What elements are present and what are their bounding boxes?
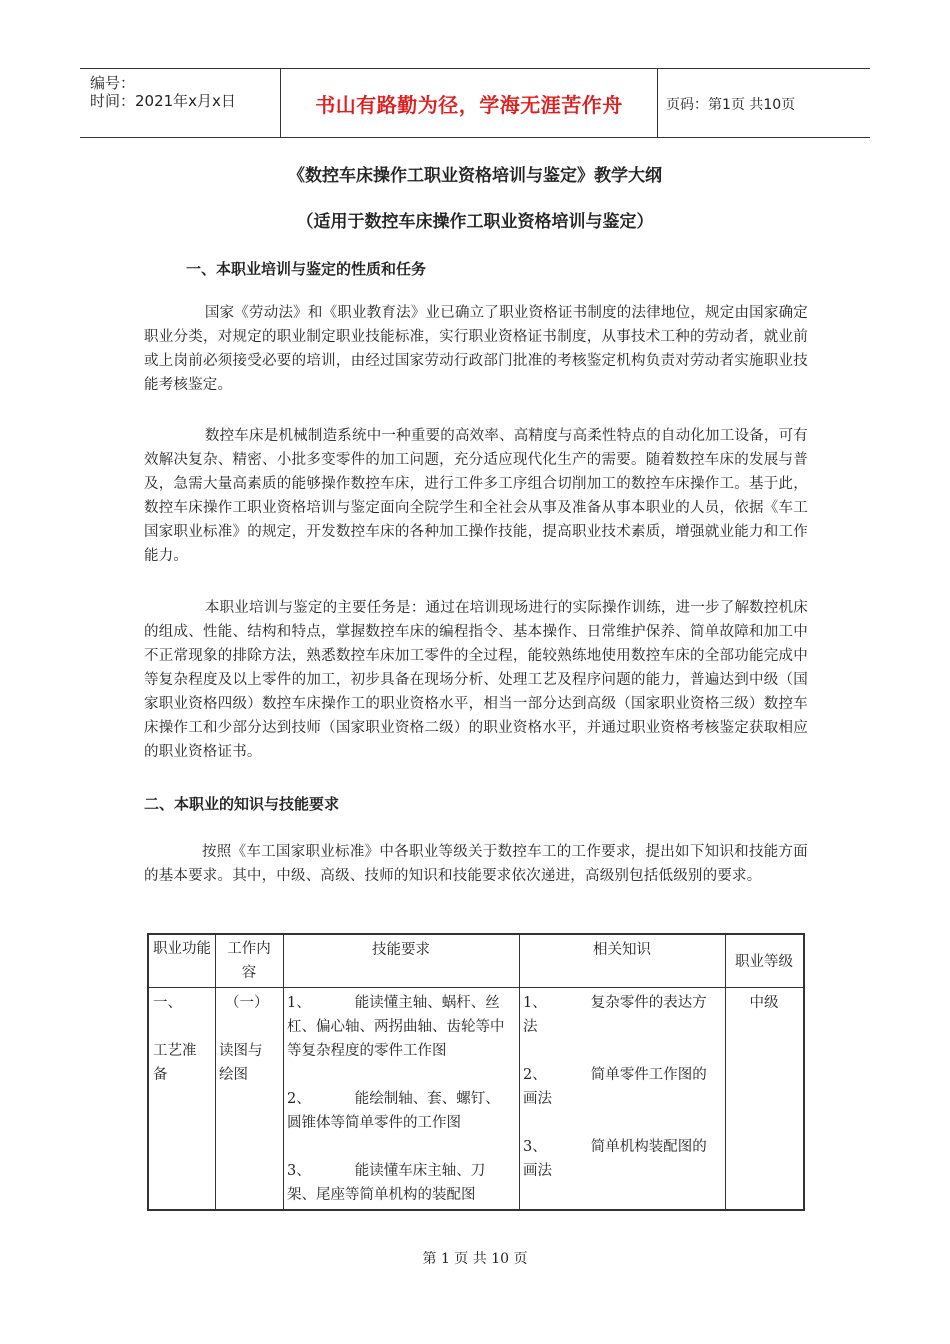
section1-paragraph-1: 国家《劳动法》和《职业教育法》业已确立了职业资格证书制度的法律地位，规定由国家确定职业分类，对规定的职业制定职业技能标准，实行职业资格证书制度，从事技术工种的劳动者，就业前或上岗前必须接受必要的培训，由经过国家劳动行政部门批准的考核鉴定机构负责对劳动者实施职业技能考核鉴定。 — [144, 305, 808, 393]
skill-item-number: 3、 — [287, 1163, 311, 1179]
skill-item — [287, 991, 513, 1063]
table-divider — [215, 935, 216, 1209]
section-heading-1: 一、本职业培训与鉴定的性质和任务 — [186, 260, 427, 278]
page-footer: 第 1 页 共 10 页 — [422, 1251, 528, 1267]
skills-table — [148, 934, 804, 1210]
content-number: （一） — [225, 995, 269, 1011]
table-divider — [149, 987, 803, 988]
table-header-function: 职业功能 — [153, 941, 211, 957]
table-header-content: 工作内容 — [227, 941, 271, 981]
knowledge-item — [523, 991, 721, 1039]
knowledge-item-text: 简单机构装配图的画法 — [523, 1139, 707, 1179]
header-page-cell — [658, 69, 870, 137]
knowledge-item-text: 简单零件工作图的画法 — [523, 1067, 707, 1107]
document-title: 《数控车床操作工职业资格培训与鉴定》教学大纲 — [288, 166, 662, 186]
document-number-label: 编号： — [90, 74, 136, 92]
header-motto: 书山有路勤为径，学海无涯苦作舟 — [315, 93, 623, 117]
document-time-label: 时间：2021年x月x日 — [90, 92, 236, 110]
skill-item-text: 能绘制轴、套、螺钉、圆锥体等简单零件的工作图 — [287, 1091, 500, 1131]
document-header — [80, 68, 870, 138]
skill-item — [287, 1159, 513, 1207]
header-motto-cell — [280, 69, 658, 137]
function-name: 工艺准备 — [153, 1043, 197, 1083]
document-subtitle: （适用于数控车床操作工职业资格培训与鉴定） — [296, 212, 654, 232]
skill-item-text: 能读懂主轴、蜗杆、丝杠、偏心轴、两拐曲轴、齿轮等中等复杂程度的零件工作图 — [287, 995, 505, 1059]
table-header-level: 职业等级 — [735, 954, 793, 970]
header-page-info: 页码：第1页 共10页 — [666, 97, 796, 113]
content-name: 读图与绘图 — [219, 1043, 263, 1083]
section1-paragraph-2: 数控车床是机械制造系统中一种重要的高效率、高精度与高柔性特点的自动化加工设备，可有效解决复杂、精密、小批多变零件的加工问题，充分适应现代化生产的需要。随着数控车床的发展与普及，急需大量高素质的能够操作数控车床，进行工件多工序组合切削加工的数控车床操作工。基于此，数控车床操作工职业资格培训与鉴定面向全院学生和全社会从事及准备从事本职业的人员，依据《车工国家职业标准》的规定，开发数控车床的各种加工操作技能，提高职业技术素质，增强就业能力和工作能力。 — [144, 428, 808, 564]
skill-item-number: 2、 — [287, 1091, 311, 1107]
header-left-cell — [80, 69, 280, 137]
section2-paragraph-1: 按照《车工国家职业标准》中各职业等级关于数控车工的工作要求，提出如下知识和技能方面的基本要求。其中，中级、高级、技师的知识和技能要求依次递进，高级别包括低级别的要求。 — [144, 844, 808, 884]
table-header-knowledge: 相关知识 — [593, 942, 651, 958]
level-value: 中级 — [749, 995, 779, 1011]
skill-item-number: 1、 — [287, 995, 311, 1011]
section1-paragraph-3: 本职业培训与鉴定的主要任务是：通过在培训现场进行的实际操作训练，进一步了解数控机床的组成、性能、结构和特点，掌握数控车床的编程指令、基本操作、日常维护保养、简单故障和加工中不正常现象的排除方法，熟悉数控车床加工零件的全过程，能较熟练地使用数控车床的全部功能完成中等复杂程度及以上零件的加工，初步具备在现场分析、处理工艺及程序问题的能力，普遍达到中级（国家职业资格四级）数控车床操作工的职业资格水平，相当一部分达到高级（国家职业资格三级）数控车床操作工和少部分达到技师（国家职业资格二级）的职业资格水平，并通过职业资格考核鉴定获取相应的职业资格证书。 — [144, 600, 808, 760]
section-heading-2: 二、本职业的知识与技能要求 — [144, 795, 340, 813]
table-divider — [725, 935, 726, 1209]
table-divider — [519, 935, 520, 1209]
function-number: 一、 — [153, 995, 182, 1011]
table-header-skills: 技能要求 — [372, 942, 430, 958]
knowledge-item-number: 3、 — [523, 1139, 547, 1155]
knowledge-item-number: 2、 — [523, 1067, 547, 1083]
knowledge-item-number: 1、 — [523, 995, 547, 1011]
knowledge-item — [523, 1063, 721, 1111]
skill-item — [287, 1087, 513, 1135]
table-divider — [283, 935, 284, 1209]
knowledge-item — [523, 1135, 721, 1183]
skill-item-text: 能读懂车床主轴、刀架、尾座等简单机构的装配图 — [287, 1163, 486, 1203]
knowledge-item-text: 复杂零件的表达方法 — [523, 995, 707, 1035]
